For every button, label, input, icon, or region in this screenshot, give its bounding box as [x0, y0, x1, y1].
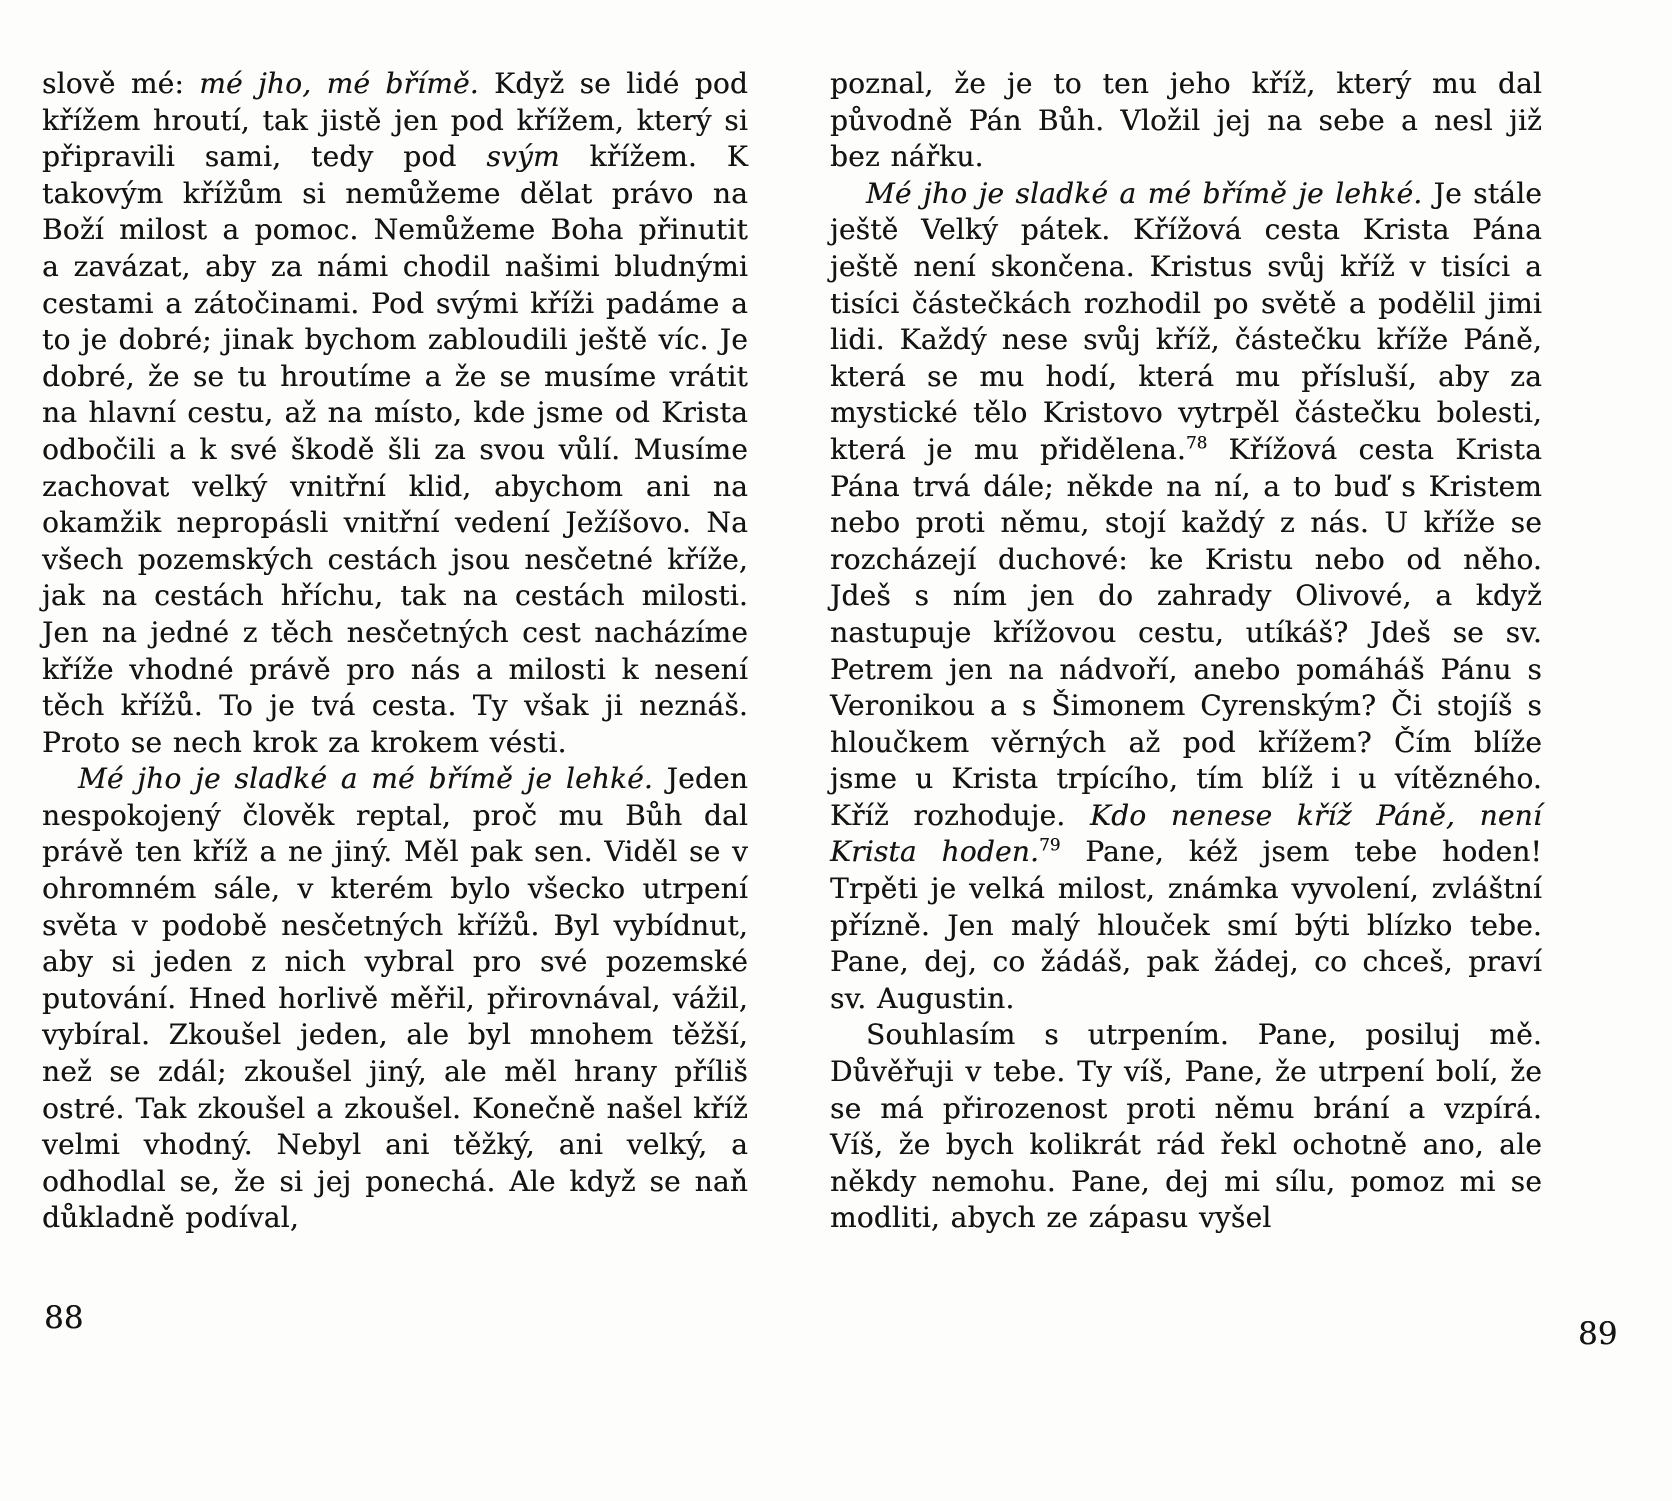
- page-number-right: 89: [1578, 1316, 1618, 1352]
- text-run: křížem. K takovým křížům si nemůžeme dělat právo na Boží milost a pomoc. Nemůžeme Boha přinutit a zavázat, aby za námi chodil našimi bludnými cestami a zátočinami. Pod svými kříži padáme a to je dobré; jinak bychom zabloudili ještě víc. Je dobré, že se tu hroutíme a že se musíme vrátit na hlavní cestu, až na místo, kde jsme od Krista odbočili a k své škodě šli za svou vůlí. Musíme zachovat velký vnitřní klid, abychom ani na okamžik nepropásli vnitřní vedení Ježíšovo. Na všech pozemských cestách jsou nesčetné kříže, jak na cestách hříchu, tak na cestách milosti. Jen na jedné z těch nesčetných cest nacházíme kříže vhodné právě pro nás a milosti k nesení těch křížů. To je tvá cesta. Ty však ji neznáš. Proto se nech krok za krokem vésti.: [42, 140, 748, 759]
- footnote-reference: 78: [1185, 432, 1208, 453]
- page-left-text-column: [42, 66, 748, 1237]
- text-run: Křížová cesta Krista Pána trvá dále; někde na ní, a to buď s Kristem nebo proti němu, stojí každý z nás. U kříže se rozcházejí duchové: ke Kristu nebo od něho. Jdeš s ním jen do zahrady Olivové, a když nastupuje křížovou cestu, utíkáš? Jdeš se sv. Petrem jen na nádvoří, anebo pomáháš Pánu s Veronikou a s Šimonem Cyrenským? Či stojíš s hloučkem věrných až pod křížem? Čím blíže jsme u Krista trpícího, tím blíž i u vítězného. Kříž rozhoduje.: [830, 432, 1542, 832]
- text-run: slově mé:: [42, 67, 200, 100]
- text-run: Souhlasím s utrpením. Pane, posiluj mě. Důvěřuji v tebe. Ty víš, Pane, že utrpení bolí, že se má přirozenost proti němu brání a vzpírá. Víš, že bych kolikrát rád řekl ochotně ano, ale někdy nemohu. Pane, dej mi sílu, pomoz mi se modliti, abych ze zápasu vyšel: [830, 1018, 1542, 1235]
- text-run-italic: svým: [486, 140, 560, 174]
- text-run: poznal, že je to ten jeho kříž, který mu dal původně Pán Bůh. Vložil jej na sebe a nesl již bez nářku.: [830, 67, 1542, 174]
- paragraph: [830, 66, 1542, 176]
- text-run-italic: Mé jho je sladké a mé břímě je lehké.: [78, 762, 654, 796]
- text-run-italic: Kdo nenese kříž Páně, není Krista hoden.: [830, 798, 1542, 869]
- page-right-text-column: [830, 66, 1542, 1237]
- paragraph: [830, 1017, 1542, 1237]
- paragraph: [830, 176, 1542, 1018]
- text-run: Pane, kéž jsem tebe hoden! Trpěti je velká milost, známka vyvolení, zvláštní přízně. Jen malý hlouček smí býti blízko tebe. Pane, dej, co žádáš, pak žádej, co chceš, praví sv. Augustin.: [830, 835, 1542, 1015]
- text-run: Jeden nespokojený člověk reptal, proč mu Bůh dal právě ten kříž a ne jiný. Měl pak sen. Viděl se v ohromném sále, v kterém bylo všecko utrpení světa v podobě nesčetných křížů. Byl vybídnut, aby si jeden z nich vybral pro své pozemské putování. Hned horlivě měřil, přirovnával, vážil, vybíral. Zkoušel jeden, ale byl mnohem těžší, než se zdál; zkoušel jiný, ale měl hrany příliš ostré. Tak zkoušel a zkoušel. Konečně našel kříž velmi vhodný. Nebyl ani těžký, ani velký, a odhodlal se, že si jej ponechá. Ale když se naň důkladně podíval,: [42, 762, 748, 1235]
- text-run: Když se lidé pod křížem hroutí, tak jistě jen pod křížem, který si připravili sami, tedy pod: [42, 67, 748, 174]
- page-number-left: 88: [44, 1300, 84, 1336]
- footnote-reference: 79: [1039, 835, 1061, 856]
- text-run-italic: mé jho, mé břímě.: [199, 67, 479, 100]
- text-run: Je stále ještě Velký pátek. Křížová cesta Krista Pána ještě není skončena. Kristus svůj kříž v tisíci a tisíci částečkách rozhodil po světě a podělil jimi lidi. Každý nese svůj kříž, částečku kříže Páně, která se mu hodí, která mu přísluší, aby za mystické tělo Kristovo vytrpěl částečku bolesti, která je mu přidělena.: [830, 176, 1542, 466]
- text-run-italic: Mé jho je sladké a mé břímě je lehké.: [866, 176, 1423, 210]
- paragraph: [42, 761, 748, 1237]
- paragraph: [42, 66, 748, 761]
